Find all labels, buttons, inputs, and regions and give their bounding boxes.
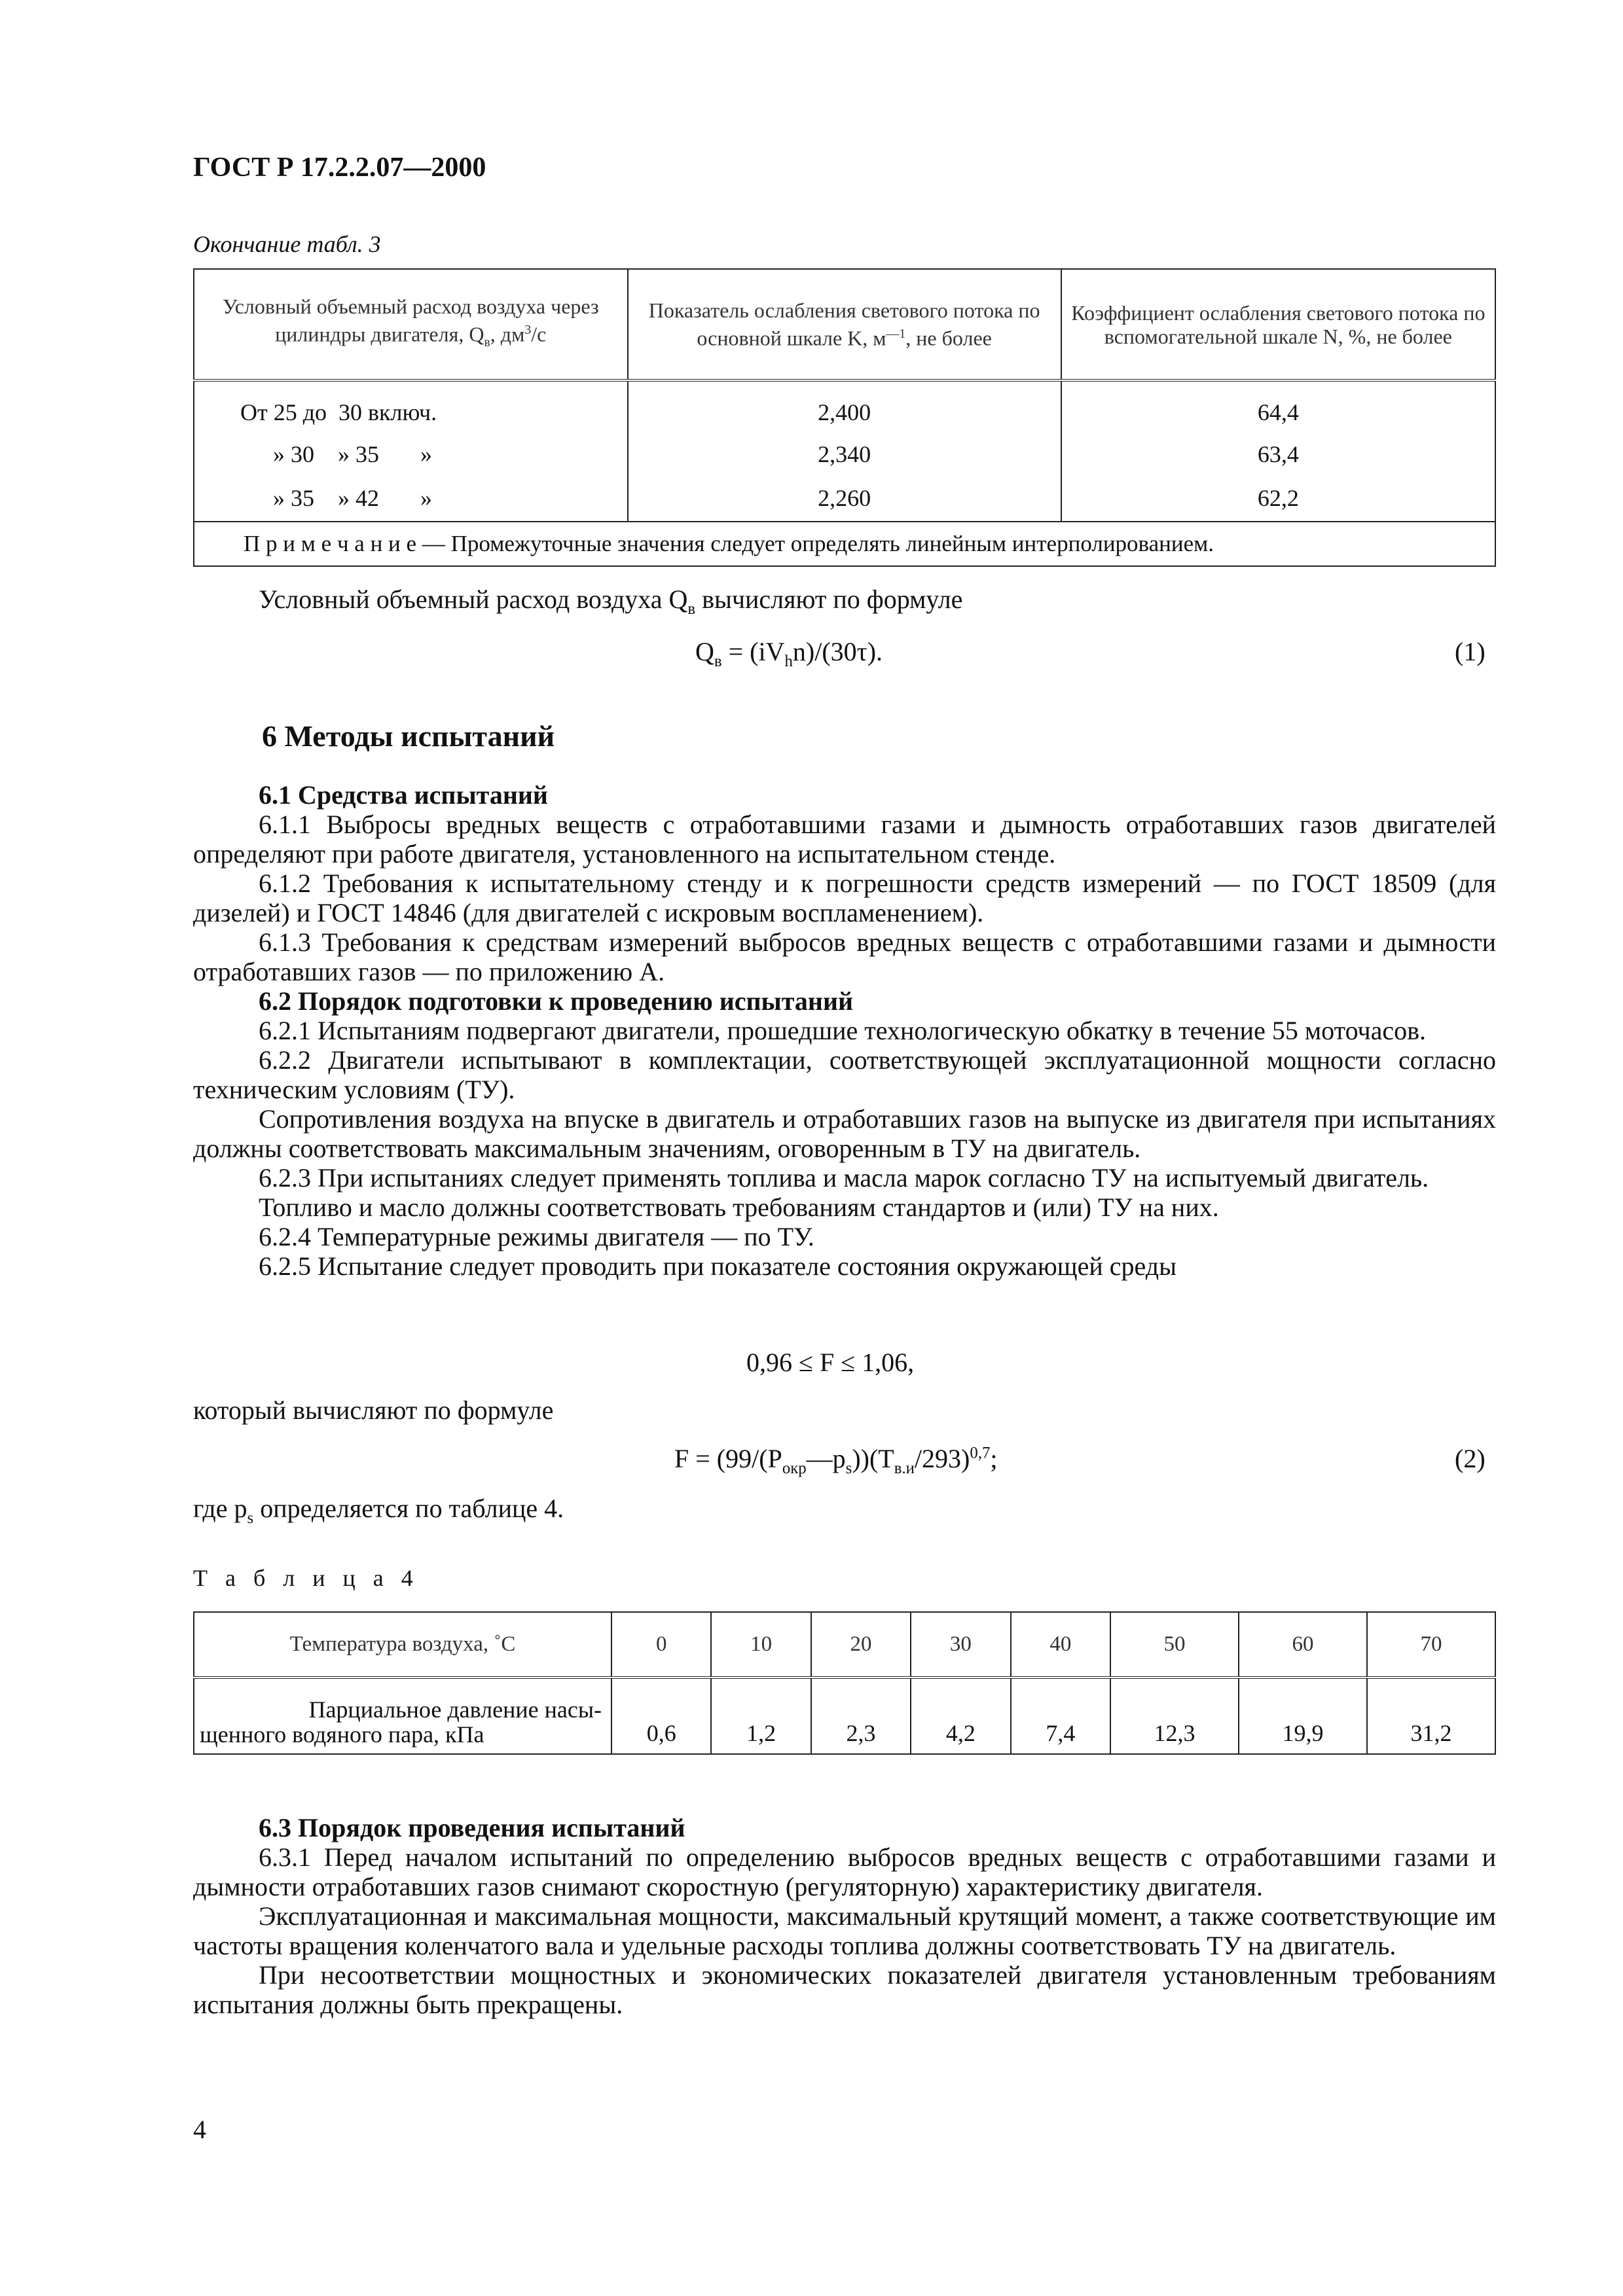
table3-header-n: Коэффициент ослабления светового потока по вспомогательной шкале N, %, не более: [1061, 269, 1495, 380]
standard-header: ГОСТ Р 17.2.2.07—2000: [193, 152, 486, 183]
table4-pressure-cell: 1,2: [711, 1677, 811, 1754]
p-6-3-1c: При несоответствии мощностных и экономических показателей двигателя установленным требованиям испытания должны быть прекращены.: [193, 1960, 1496, 2019]
section-6-3-body: [193, 1813, 1496, 2019]
table3-cell-n: 63,4: [1061, 433, 1495, 475]
table-3: [193, 268, 1496, 567]
section-6-title: 6 Методы испытаний: [262, 719, 555, 753]
page-number: 4: [193, 2115, 206, 2144]
table3-cell-range: » 35 » 42 »: [194, 475, 628, 522]
pressure-label-line1: Парциальное давление насы-: [308, 1696, 602, 1723]
table4-temp-label: Температура воздуха, ˚С: [194, 1612, 611, 1677]
s61-title: 6.1 Средства испытаний: [259, 780, 548, 810]
table4-pressure-cell: 31,2: [1367, 1677, 1495, 1754]
pressure-label-line2: щенного водяного пара, кПа: [200, 1721, 484, 1748]
table3-cell-range: » 30 » 35 »: [194, 433, 628, 475]
formula-2: $F = (99/(P_{окр}—p_s))(T_{в.и}/293)^{0,7}$;: [674, 1444, 998, 1477]
table4-temp-cell: 40: [1011, 1612, 1110, 1677]
table4-pressure-cell: 7,4: [1011, 1677, 1110, 1754]
table-row: [194, 380, 1495, 433]
table4-pressure-cell: 2,3: [811, 1677, 911, 1754]
formula-1: $Q_в = (iV_hn)/(30\tau)$.: [695, 637, 883, 670]
p-6-2-2: 6.2.2 Двигатели испытывают в комплектации, соответствующей эксплуатационной мощности согласно техническим условиям (ТУ).: [193, 1045, 1496, 1104]
table3-cell-k: 2,260: [628, 475, 1061, 522]
p-6-3-1b: Эксплуатационная и максимальная мощности, максимальный крутящий момент, а также соответствующие им частоты вращения коленчатого вала и удельные расходы топлива должны соответствовать ТУ на двигатель.: [193, 1901, 1496, 1960]
table3-cell-n: 62,2: [1061, 475, 1495, 522]
p-6-2-5: 6.2.5 Испытание следует проводить при показателе состояния окружающей среды: [259, 1251, 1176, 1281]
table4-temp-cell: 20: [811, 1612, 911, 1677]
table4-temperature-row: [194, 1612, 1495, 1677]
table4-pressure-label: [194, 1677, 611, 1754]
table4-pressure-cell: 0,6: [611, 1677, 711, 1754]
table4-temp-cell: 0: [611, 1612, 711, 1677]
p-6-2-4: 6.2.4 Температурные режимы двигателя — по ТУ.: [259, 1222, 814, 1251]
table4-temp-cell: 50: [1110, 1612, 1239, 1677]
table4-pressure-cell: 19,9: [1239, 1677, 1367, 1754]
flow-intro: Условный объемный расход воздуха $Q_в$ вычисляют по формуле: [259, 584, 963, 618]
table4-temp-cell: 60: [1239, 1612, 1367, 1677]
range-formula: 0,96 ≤ F ≤ 1,06,: [746, 1348, 915, 1377]
where-text: где $p_s$ определяется по таблице 4.: [193, 1494, 564, 1527]
table4-temp-cell: 70: [1367, 1612, 1495, 1677]
table3-note-row: [194, 522, 1495, 566]
note-text: — Промежуточные значения следует определять линейным интерполированием.: [416, 531, 1214, 556]
s63-title: 6.3 Порядок проведения испытаний: [259, 1813, 685, 1842]
p-6-1-2: 6.1.2 Требования к испытательному стенду и к погрешности средств измерений — по ГОСТ 18509 (для дизелей) и ГОСТ 14846 (для двигателей с искровым воспламенением).: [193, 869, 1496, 927]
table3-header-k: Показатель ослабления светового потока по основной шкале K, $м^{—1}$, не более: [628, 269, 1061, 380]
table4-pressure-cell: 4,2: [911, 1677, 1010, 1754]
table3-caption: Окончание табл. 3: [193, 231, 381, 257]
table3-note: [194, 522, 1495, 566]
p-6-2-2b: Сопротивления воздуха на впуске в двигатель и отработавших газов на выпуске из двигателя при испытаниях должны соответствовать максимальным значениям, оговоренным в ТУ на двигатель.: [193, 1104, 1496, 1163]
p-6-2-1: 6.2.1 Испытаниям подвергают двигатели, прошедшие технологическую обкатку в течение 55 моточасов.: [259, 1016, 1427, 1045]
table4-caption: Т а б л и ц а 4: [193, 1565, 419, 1591]
note-label: П р и м е ч а н и е: [244, 531, 417, 556]
table-4: [193, 1611, 1496, 1755]
p-6-3-1: 6.3.1 Перед началом испытаний по определению выбросов вредных веществ с отработавшими газами и дымности отработавших газов снимают скоростную (регуляторную) характеристику двигателя.: [193, 1842, 1496, 1901]
table3-cell-k: 2,400: [628, 380, 1061, 433]
table4-pressure-row: [194, 1677, 1495, 1754]
table-row: [194, 433, 1495, 475]
p-6-1-1: 6.1.1 Выбросы вредных веществ с отработавшими газами и дымность отработавших газов двигателей определяют при работе двигателя, установленного на испытательном стенде.: [193, 810, 1496, 869]
p-6-2-3: 6.2.3 При испытаниях следует применять топлива и масла марок согласно ТУ на испытуемый двигатель.: [259, 1163, 1429, 1193]
table3-cell-range: От 25 до 30 включ.: [194, 380, 628, 433]
table3-cell-n: 64,4: [1061, 380, 1495, 433]
table4-pressure-cell: 12,3: [1110, 1677, 1239, 1754]
table-row: [194, 475, 1495, 522]
which-text: который вычисляют по формуле: [193, 1395, 554, 1425]
table4-temp-cell: 30: [911, 1612, 1010, 1677]
table3-header-row: [194, 269, 1495, 380]
table3-header-flow: Условный объемный расход воздуха через цилиндры двигателя, $Q_в$, $дм^3/с$: [194, 269, 628, 380]
formula-1-number: (1): [1455, 637, 1486, 666]
formula-2-number: (2): [1455, 1444, 1486, 1473]
p-6-2-3b: Топливо и масло должны соответствовать требованиям стандартов и (или) ТУ на них.: [259, 1193, 1219, 1222]
s62-title: 6.2 Порядок подготовки к проведению испытаний: [259, 986, 854, 1016]
section-6-body: [193, 780, 1496, 1281]
p-6-1-3: 6.1.3 Требования к средствам измерений выбросов вредных веществ с отработавшими газами и дымности отработавших газов — по приложению А.: [193, 927, 1496, 986]
table4-temp-cell: 10: [711, 1612, 811, 1677]
table3-cell-k: 2,340: [628, 433, 1061, 475]
